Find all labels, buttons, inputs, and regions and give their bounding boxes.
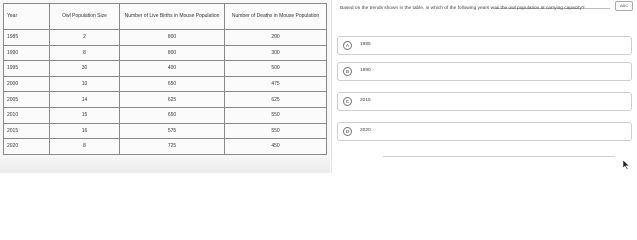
year-cell: 2000: [4, 76, 50, 92]
choice-label: 1990: [360, 68, 371, 73]
live-births-cell: 725: [120, 139, 225, 155]
owl-population-cell: 10: [50, 76, 120, 92]
answer-choice-d[interactable]: [337, 122, 632, 141]
owl-population-cell: 30: [50, 61, 120, 77]
owl-population-cell: 8: [50, 139, 120, 155]
answer-choice-b[interactable]: [337, 62, 632, 81]
question-text: Based on the trends shown in the table, in which of the following years was the owl population at carrying capacity?: [340, 6, 585, 11]
deaths-cell: 550: [225, 107, 327, 123]
deaths-cell: 625: [225, 92, 327, 108]
column-header-year: Year: [4, 4, 50, 30]
choice-letter-icon: C: [343, 97, 352, 106]
answer-choice-c[interactable]: [337, 92, 632, 111]
owl-population-cell: 8: [50, 45, 120, 61]
table-row: [4, 92, 327, 108]
column-header-deaths: Number of Deaths in Mouse Population: [225, 4, 327, 30]
bottom-nav-rule: [383, 156, 615, 157]
owl-mouse-data-table: [3, 3, 327, 155]
live-births-cell: 650: [120, 107, 225, 123]
table-row: [4, 107, 327, 123]
deaths-cell: 450: [225, 139, 327, 155]
column-header-live-births: Number of Live Births in Mouse Population: [120, 4, 225, 30]
deaths-cell: 550: [225, 123, 327, 139]
owl-population-cell: 16: [50, 123, 120, 139]
choice-letter-icon: B: [343, 67, 352, 76]
column-header-owl-population: Owl Population Size: [50, 4, 120, 30]
deaths-cell: 300: [225, 45, 327, 61]
deaths-cell: 200: [225, 30, 327, 46]
choice-label: 1985: [360, 42, 371, 47]
table-row: [4, 76, 327, 92]
live-births-cell: 575: [120, 123, 225, 139]
data-table-pane: [0, 0, 330, 173]
answer-choice-a[interactable]: [337, 36, 632, 55]
year-cell: 1985: [4, 30, 50, 46]
choice-label: 2015: [360, 98, 371, 103]
choice-label: 2020: [360, 128, 371, 133]
pane-divider[interactable]: [331, 0, 332, 173]
owl-population-cell: 14: [50, 92, 120, 108]
table-row: [4, 139, 327, 155]
live-births-cell: 400: [120, 61, 225, 77]
deaths-cell: 500: [225, 61, 327, 77]
deaths-cell: 475: [225, 76, 327, 92]
live-births-cell: 800: [120, 45, 225, 61]
live-births-cell: 625: [120, 92, 225, 108]
pane-footer: [0, 158, 330, 173]
year-cell: 2015: [4, 123, 50, 139]
year-cell: 1995: [4, 61, 50, 77]
choice-letter-icon: D: [343, 127, 352, 136]
year-cell: 2005: [4, 92, 50, 108]
year-cell: 1990: [4, 45, 50, 61]
mouse-cursor-icon: [622, 160, 630, 170]
table-header-row: [4, 4, 327, 30]
choice-letter-icon: A: [343, 41, 352, 50]
table-row: [4, 45, 327, 61]
abc-toolbar-button[interactable]: ABC: [615, 1, 633, 11]
live-births-cell: 800: [120, 30, 225, 46]
year-cell: 2010: [4, 107, 50, 123]
table-body: [4, 30, 327, 155]
year-cell: 2020: [4, 139, 50, 155]
owl-population-cell: 2: [50, 30, 120, 46]
table-row: [4, 30, 327, 46]
table-row: [4, 123, 327, 139]
owl-population-cell: 15: [50, 107, 120, 123]
table-row: [4, 61, 327, 77]
live-births-cell: 650: [120, 76, 225, 92]
